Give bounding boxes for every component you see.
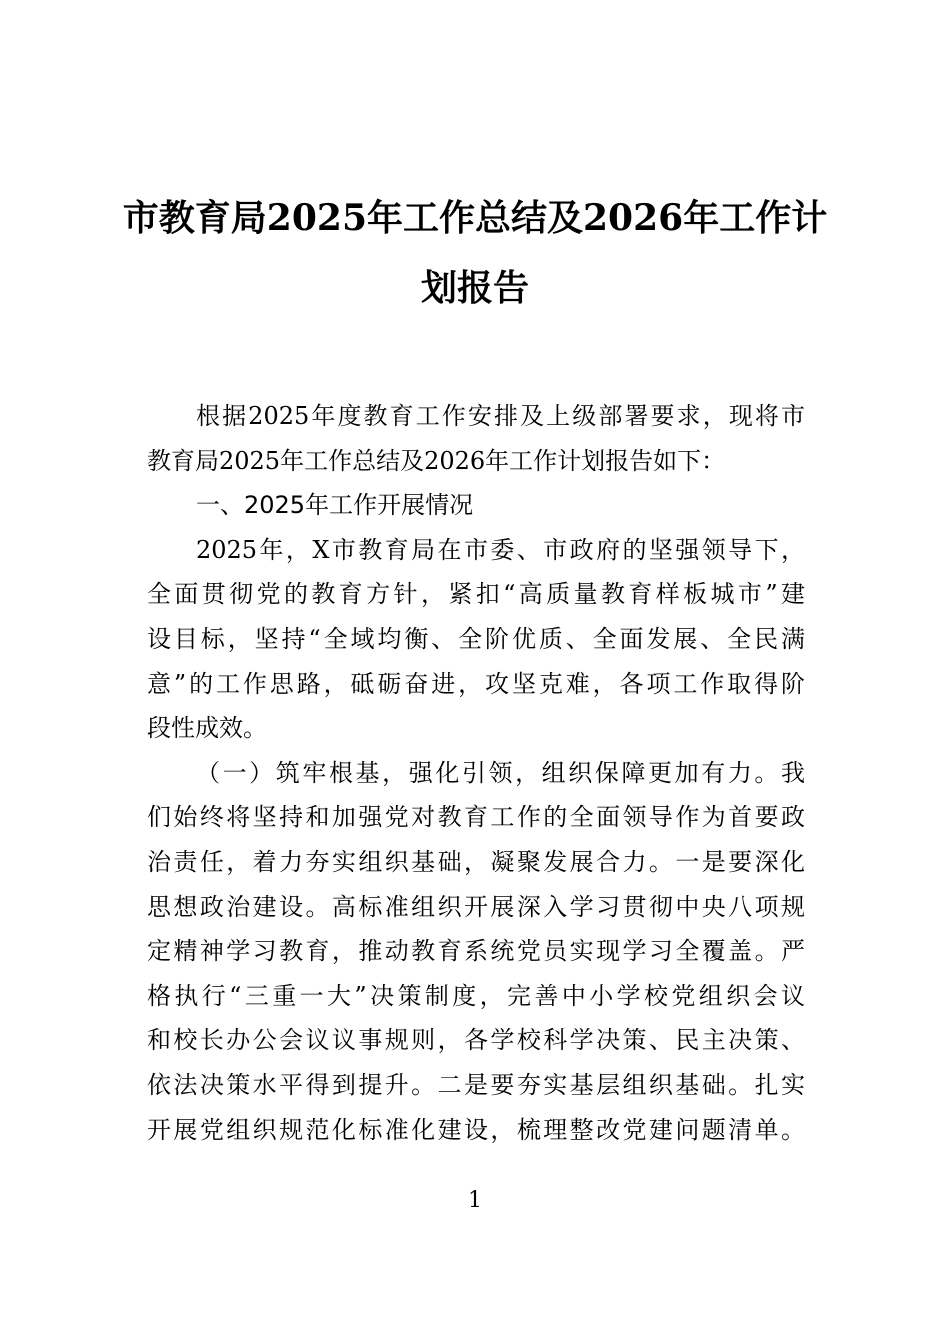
paragraph-line: 开展党组织规范化标准化建设，梳理整改党建问题清单。 [147,1115,805,1144]
paragraph-line: 2025年，X市教育局在市委、市政府的坚强领导下， [196,535,805,564]
paragraph-line: 治责任，着力夯实组织基础，凝聚发展合力。一是要深化 [147,847,805,876]
subsection-line: （一）筑牢根基，强化引领，组织保障更加有力。我 [196,758,805,787]
paragraph-line: 根据2025年度教育工作安排及上级部署要求，现将市 [196,402,805,430]
document-title-line-2: 划报告 [420,267,529,309]
paragraph-line: 意”的工作思路，砥砺奋进，攻坚克难，各项工作取得阶 [147,669,805,698]
paragraph-line: 依法决策水平得到提升。二是要夯实基层组织基础。扎实 [147,1070,805,1099]
paragraph-line: 思想政治建设。高标准组织开展深入学习贯彻中央八项规 [147,892,805,921]
document-title-line-1: 市教育局2025年工作总结及2026年工作计 [122,197,828,239]
document-body [147,394,805,1152]
paragraph-line: 设目标，坚持“全域均衡、全阶优质、全面发展、全民满 [147,624,805,653]
paragraph-line: 段性成效。 [147,714,267,743]
paragraph-line: 教育局2025年工作总结及2026年工作计划报告如下： [147,446,726,475]
section-heading: 一、2025年工作开展情况 [196,491,474,520]
page-number: 1 [468,1188,482,1213]
paragraph-line: 们始终将坚持和加强党对教育工作的全面领导作为首要政 [147,803,805,832]
paragraph-line: 全面贯彻党的教育方针，紧扣“高质量教育样板城市”建 [147,580,805,609]
paragraph-line: 定精神学习教育，推动教育系统党员实现学习全覆盖。严 [147,937,805,966]
paragraph-line: 和校长办公会议议事规则，各学校科学决策、民主决策、 [147,1026,805,1055]
paragraph-line: 格执行“三重一大”决策制度，完善中小学校党组织会议 [147,981,805,1010]
